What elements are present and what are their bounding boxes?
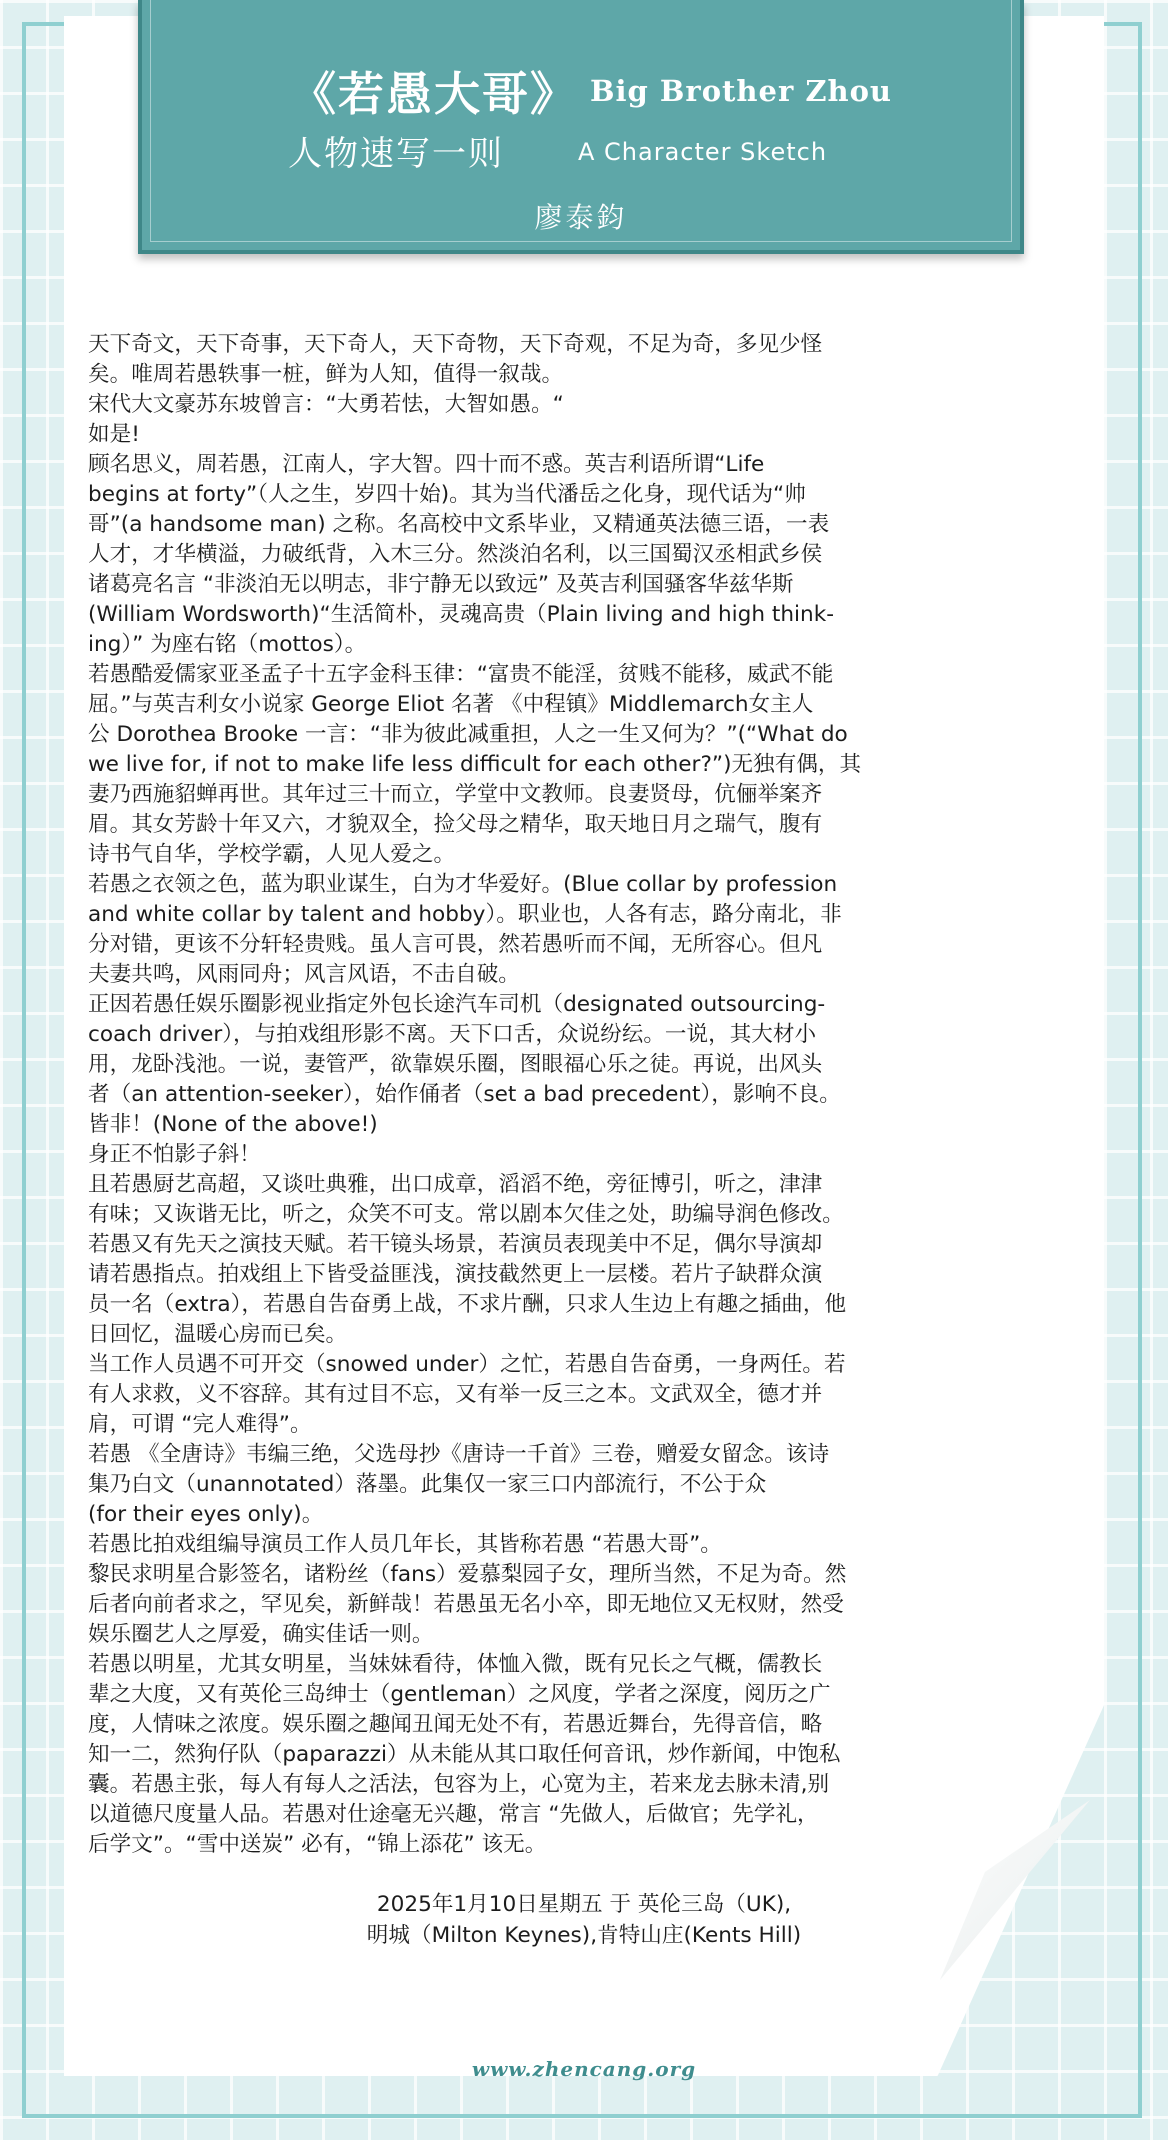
body-text-line: 若愚又有先天之演技天赋。若干镜头场景，若演员表现美中不足，偶尔导演却: [88, 1232, 823, 1257]
body-text-line: 诸葛亮名言 “非淡泊无以明志，非宁静无以致远” 及英吉利国骚客华兹华斯: [88, 572, 794, 597]
body-text-line: 夫妻共鸣，风雨同舟；风言风语，不击自破。: [88, 962, 520, 987]
body-text-line: 人才，才华横溢，力破纸背，入木三分。然淡泊名利，以三国蜀汉丞相武乡侯: [88, 542, 823, 567]
body-text-line: 若愚以明星，尤其女明星，当妹妹看待，体恤入微，既有兄长之气概，儒教长: [88, 1652, 823, 1677]
body-text-line: 如是!: [88, 422, 140, 447]
body-text-line: 囊。若愚主张，每人有每人之活法，包容为上，心宽为主，若来龙去脉未清,别: [88, 1772, 830, 1797]
body-text-line: 哥”(a handsome man) 之称。名高校中文系毕业，又精通英法德三语，一表: [88, 512, 830, 537]
title-english: Big Brother Zhou: [590, 74, 893, 108]
body-text-line: 顾名思义，周若愚，江南人，字大智。四十而不惑。英吉利语所谓“Life: [88, 452, 765, 477]
body-text-line: we live for, if not to make life less difficult for each other?”)无独有偶，其: [88, 752, 862, 777]
body-text-line: 员一名（extra），若愚自告奋勇上战，不求片酬，只求人生边上有趣之插曲，他: [88, 1292, 847, 1317]
website-url: www.zhencang.org: [471, 2057, 697, 2081]
body-text-line: 有味；又诙谐无比，听之，众笑不可支。常以剧本欠佳之处，助编导润色修改。: [88, 1202, 844, 1227]
body-text-line: 用，龙卧浅池。一说，妻管严，欲靠娱乐圈，图眼福心乐之徒。再说，出风头: [88, 1052, 823, 1077]
body-text-line: 身正不怕影子斜！: [88, 1142, 261, 1167]
body-text-line: (for their eyes only)。: [88, 1502, 324, 1527]
body-text-line: coach driver），与拍戏组形影不离。天下口舌，众说纷纭。一说，其大材小: [88, 1022, 817, 1047]
title-banner: [138, 0, 1024, 254]
closing-dateline: [0, 1889, 1168, 1951]
body-text-line: 若愚比拍戏组编导演员工作人员几年长，其皆称若愚 “若愚大哥”。: [88, 1532, 722, 1557]
body-text-line: 当工作人员遇不可开交（snowed under）之忙，若愚自告奋勇，一身两任。若: [88, 1352, 846, 1377]
body-text-line: ing）” 为座右铭（mottos）。: [88, 632, 367, 657]
body-text-line: 矣。唯周若愚轶事一桩，鲜为人知，值得一叙哉。: [88, 362, 564, 387]
subtitle-chinese: 人物速写一则: [288, 134, 504, 174]
author-name: 廖泰鈞: [534, 201, 628, 234]
body-text-line: 以道德尺度量人品。若愚对仕途毫无兴趣，常言 “先做人，后做官；先学礼，: [88, 1802, 819, 1827]
title-chinese: 《若愚大哥》: [290, 67, 578, 121]
body-text-line: 者（an attention-seeker），始作俑者（set a bad precedent），影响不良。: [88, 1082, 841, 1107]
dateline-line-2: 明城（Milton Keynes),肯特山庄(Kents Hill): [366, 1923, 802, 1948]
body-text-line: 黎民求明星合影签名，诸粉丝（fans）爱慕梨园子女，理所当然，不足为奇。然: [88, 1562, 847, 1587]
body-text-line: 日回忆，温暖心房而已矣。: [88, 1322, 348, 1347]
body-text-line: 辈之大度，又有英伦三岛绅士（gentleman）之风度，学者之深度，阅历之广: [88, 1682, 831, 1707]
body-text-line: 度，人情味之浓度。娱乐圈之趣闻丑闻无处不有，若愚近舞台，先得音信，略: [88, 1712, 823, 1737]
body-text-line: 后者向前者求之，罕见矣，新鲜哉！若愚虽无名小卒，即无地位又无权财，然受: [88, 1592, 844, 1617]
body-text-line: 集乃白文（unannotated）落墨。此集仅一家三口内部流行，不公于众: [88, 1472, 767, 1497]
body-text-line: begins at forty”（人之生，岁四十始)。其为当代潘岳之化身，现代话为“帅: [88, 482, 806, 507]
article-body: [88, 330, 1084, 1860]
body-text-line: 分对错，更该不分轩轻贵贱。虽人言可畏，然若愚听而不闻，无所容心。但凡: [88, 932, 823, 957]
body-text-line: 娱乐圈艺人之厚爱，确实佳话一则。: [88, 1622, 434, 1647]
body-text-line: 诗书气自华，学校学霸，人见人爱之。: [88, 842, 456, 867]
body-text-line: 公 Dorothea Brooke 一言：“非为彼此减重担，人之一生又何为？”(“What do: [88, 722, 848, 747]
body-text-line: 且若愚厨艺高超，又谈吐典雅，出口成章，滔滔不绝，旁征博引，听之，津津: [88, 1172, 823, 1197]
body-text-line: 眉。其女芳龄十年又六，才貌双全，捡父母之精华，取天地日月之瑞气，腹有: [88, 812, 823, 837]
body-text-line: 请若愚指点。拍戏组上下皆受益匪浅，演技截然更上一层楼。若片子缺群众演: [88, 1262, 823, 1287]
body-text-line: 若愚酷爱儒家亚圣孟子十五字金科玉律：“富贵不能淫，贫贱不能移，威武不能: [88, 662, 834, 687]
body-text-line: 若愚 《全唐诗》韦编三绝，父选母抄《唐诗一千首》三卷，赠爱女留念。该诗: [88, 1442, 830, 1467]
body-text-line: 知一二，然狗仔队（paparazzi）从未能从其口取任何音讯，炒作新闻，中饱私: [88, 1742, 841, 1767]
body-text-line: 天下奇文，天下奇事，天下奇人，天下奇物，天下奇观，不足为奇，多见少怪: [88, 332, 823, 357]
body-text-line: 有人求救，义不容辞。其有过目不忘，又有举一反三之本。文武双全，德才并: [88, 1382, 823, 1407]
body-text-line: 皆非！(None of the above!): [88, 1112, 378, 1137]
body-text-line: 若愚之衣领之色，蓝为职业谋生，白为才华爱好。(Blue collar by profession: [88, 872, 838, 897]
body-text-line: 屈。”与英吉利女小说家 George Eliot 名著 《中程镇》Middlemarch女主人: [88, 692, 814, 717]
body-text-line: and white collar by talent and hobby）。职业也，人各有志，路分南北，非: [88, 902, 842, 927]
body-text-line: 正因若愚任娱乐圈影视业指定外包长途汽车司机（designated outsourcing-: [88, 992, 826, 1017]
subtitle-english: A Character Sketch: [578, 138, 828, 166]
body-text-line: 妻乃西施貂蝉再世。其年过三十而立，学堂中文教师。良妻贤母，伉俪举案齐: [88, 782, 823, 807]
body-text-line: 后学文”。“雪中送炭” 必有，“锦上添花” 该无。: [88, 1832, 547, 1857]
dateline-line-1: 2025年1月10日星期五 于 英伦三岛（UK),: [376, 1892, 792, 1917]
body-text-line: 肩，可谓 “完人难得”。: [88, 1412, 312, 1437]
body-text-line: 宋代大文豪苏东坡曾言：“大勇若怯，大智如愚。“: [88, 392, 564, 417]
body-text-line: (William Wordsworth)“生活简朴，灵魂高贵（Plain living and high think-: [88, 602, 835, 627]
